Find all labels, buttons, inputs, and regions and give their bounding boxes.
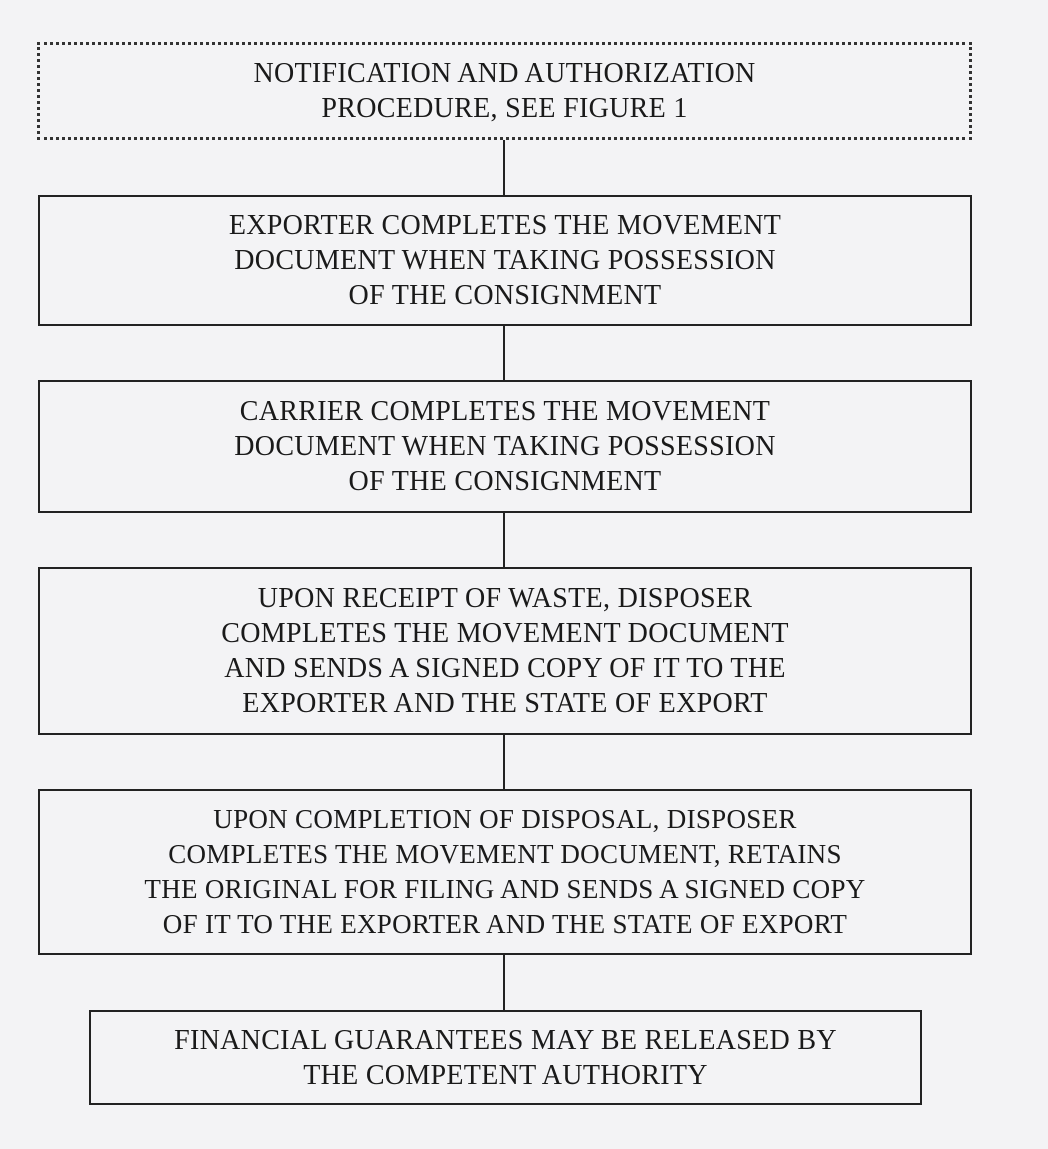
step-line: DOCUMENT WHEN TAKING POSSESSION <box>234 431 776 462</box>
step-line: OF THE CONSIGNMENT <box>348 466 662 497</box>
connector-line <box>503 326 505 380</box>
step-line: NOTIFICATION AND AUTHORIZATION <box>253 58 756 89</box>
step-disposer-completion <box>38 789 972 955</box>
connector-line <box>503 513 505 567</box>
step-line: CARRIER COMPLETES THE MOVEMENT <box>239 396 771 427</box>
step-notification-authorization <box>37 42 972 140</box>
step-line: THE ORIGINAL FOR FILING AND SENDS A SIGNED COPY <box>144 874 866 904</box>
step-line: FINANCIAL GUARANTEES MAY BE RELEASED BY <box>174 1024 837 1056</box>
connector-line <box>503 955 505 1010</box>
step-line: UPON COMPLETION OF DISPOSAL, DISPOSER <box>213 804 797 834</box>
step-carrier-completes <box>38 380 972 513</box>
step-text <box>144 802 865 942</box>
step-text <box>221 581 789 721</box>
connector-line <box>503 140 505 195</box>
step-text <box>174 1023 837 1093</box>
step-text <box>253 56 755 126</box>
step-line: UPON RECEIPT OF WASTE, DISPOSER <box>257 583 753 614</box>
step-line: PROCEDURE, SEE FIGURE 1 <box>321 93 688 124</box>
step-line: AND SENDS A SIGNED COPY OF IT TO THE <box>224 653 786 684</box>
step-text <box>234 394 775 499</box>
step-line: THE COMPETENT AUTHORITY <box>303 1059 708 1091</box>
connector-line <box>503 735 505 789</box>
step-line: EXPORTER COMPLETES THE MOVEMENT <box>228 210 782 241</box>
step-line: OF IT TO THE EXPORTER AND THE STATE OF EXPORT <box>162 909 848 939</box>
step-line: COMPLETES THE MOVEMENT DOCUMENT, RETAINS <box>168 839 842 869</box>
step-line: COMPLETES THE MOVEMENT DOCUMENT <box>221 618 789 649</box>
step-exporter-completes <box>38 195 972 326</box>
step-line: EXPORTER AND THE STATE OF EXPORT <box>242 688 768 719</box>
step-line: OF THE CONSIGNMENT <box>348 280 662 311</box>
step-disposer-receipt <box>38 567 972 735</box>
step-financial-guarantees <box>89 1010 922 1105</box>
step-line: DOCUMENT WHEN TAKING POSSESSION <box>234 245 776 276</box>
step-text <box>229 208 781 313</box>
